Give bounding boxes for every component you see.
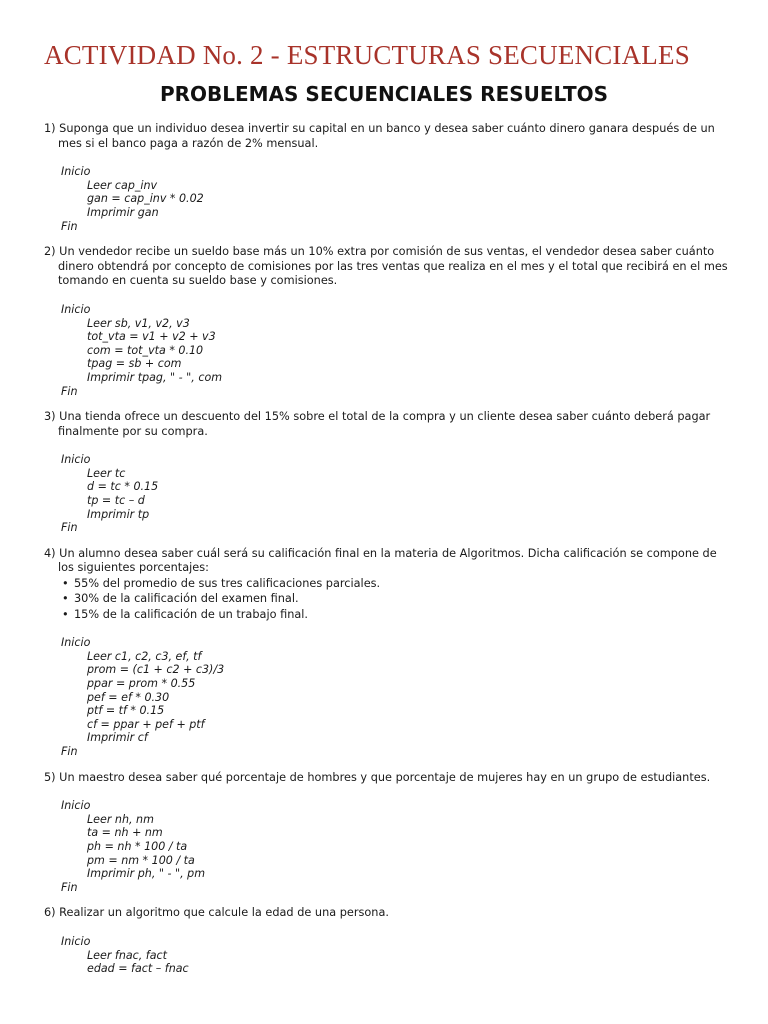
bullet-icon: •: [62, 577, 69, 591]
pseudocode-end: Fin: [61, 745, 78, 758]
pseudocode-begin: Inicio: [61, 302, 91, 316]
pseudocode-block: [44, 303, 734, 398]
pseudocode-step: Imprimir cf: [87, 731, 148, 745]
pseudocode-step: edad = fact – fnac: [87, 962, 189, 976]
problem-statement: 5) Un maestro desea saber qué porcentaje de hombres y que porcentaje de mujeres hay en un grupo de estudiantes.: [44, 770, 711, 784]
pseudocode-block: [44, 165, 734, 233]
pseudocode-end: Fin: [61, 880, 78, 894]
pseudocode-step: gan = cap_inv * 0.02: [87, 192, 204, 206]
problem-statement: 2) Un vendedor recibe un sueldo base más un 10% extra por comisión de sus ventas, el vendedor desea saber cuánto dinero obtendrá por concepto de comisiones por las tres ventas que realiza en el mes y el total que recibirá en el mes tomando en cuenta su sueldo base y comisiones.: [44, 245, 728, 288]
problems-list: [44, 122, 734, 988]
pseudocode-end: Fin: [61, 384, 78, 398]
pseudocode-step: pef = ef * 0.30: [87, 690, 170, 704]
pseudocode-step: d = tc * 0.15: [87, 480, 159, 494]
problem-6: [44, 906, 734, 975]
pseudocode-step: ph = nh * 100 / ta: [87, 839, 188, 853]
bullet-item: [44, 607, 734, 622]
pseudocode-block: [44, 636, 734, 758]
pseudocode-step: ptf = tf * 0.15: [87, 704, 165, 718]
pseudocode-begin: Inicio: [61, 799, 91, 813]
pseudocode-end: Fin: [61, 219, 78, 233]
bullet-text: 55% del promedio de sus tres calificaciones parciales.: [74, 577, 381, 591]
pseudocode-step: Imprimir ph, " - ", pm: [87, 867, 206, 881]
pseudocode-step: Leer fnac, fact: [87, 948, 167, 962]
pseudocode-step: tot_vta = v1 + v2 + v3: [87, 330, 216, 344]
pseudocode-step: Imprimir tp: [87, 507, 150, 521]
pseudocode-step: ppar = prom * 0.55: [87, 677, 196, 691]
problem-4: [44, 547, 734, 759]
bullet-text: 30% de la calificación del examen final.: [74, 592, 299, 606]
pseudocode-step: Leer nh, nm: [87, 812, 154, 826]
bullet-item: [44, 576, 734, 591]
pseudocode-step: Leer tc: [87, 466, 126, 480]
pseudocode-block: [44, 935, 734, 976]
problem-statement: 1) Suponga que un individuo desea invertir su capital en un banco y desea saber cuánto dinero ganara después de un mes si el banco paga a razón de 2% mensual.: [44, 122, 715, 150]
problem-3: [44, 410, 734, 535]
bullet-text: 15% de la calificación de un trabajo final.: [74, 607, 309, 621]
bullet-icon: •: [62, 592, 69, 606]
problem-statement: 4) Un alumno desea saber cuál será su calificación final en la materia de Algoritmos. Dicha calificación se compone de los siguientes porcentajes:: [44, 546, 717, 575]
pseudocode-step: cf = ppar + pef + ptf: [87, 717, 205, 731]
pseudocode-step: tp = tc – d: [87, 494, 145, 508]
pseudocode-step: Imprimir gan: [87, 205, 159, 219]
pseudocode-step: Leer sb, v1, v2, v3: [87, 316, 190, 330]
bullet-item: [44, 591, 734, 606]
pseudocode-step: pm = nm * 100 / ta: [87, 853, 195, 867]
bullet-icon: •: [62, 607, 69, 621]
pseudocode-block: [44, 453, 734, 535]
problem-5: [44, 771, 734, 895]
problem-statement: 3) Una tienda ofrece un descuento del 15% sobre el total de la compra y un cliente desea saber cuánto deberá pagar finalmente por su compra.: [44, 410, 711, 438]
problem-2: [44, 245, 734, 398]
problem-statement: 6) Realizar un algoritmo que calcule la edad de una persona.: [44, 906, 389, 920]
document-subtitle: PROBLEMAS SECUENCIALES RESUELTOS: [159, 82, 609, 106]
document-title: ACTIVIDAD No. 2 - ESTRUCTURAS SECUENCIALES: [44, 40, 690, 70]
pseudocode-step: Imprimir tpag, " - ", com: [87, 370, 223, 384]
pseudocode-begin: Inicio: [61, 453, 91, 467]
pseudocode-begin: Inicio: [61, 934, 91, 948]
problem-1: [44, 122, 734, 233]
pseudocode-begin: Inicio: [61, 165, 91, 179]
pseudocode-step: Leer cap_inv: [87, 178, 158, 192]
pseudocode-step: prom = (c1 + c2 + c3)/3: [87, 663, 225, 677]
pseudocode-begin: Inicio: [61, 636, 91, 650]
percentages-list: [44, 576, 734, 622]
pseudocode-step: Leer c1, c2, c3, ef, tf: [87, 649, 202, 663]
pseudocode-block: [44, 799, 734, 894]
pseudocode-step: com = tot_vta * 0.10: [87, 343, 204, 357]
pseudocode-step: tpag = sb + com: [87, 357, 182, 371]
pseudocode-end: Fin: [61, 521, 78, 535]
pseudocode-step: ta = nh + nm: [87, 826, 163, 840]
